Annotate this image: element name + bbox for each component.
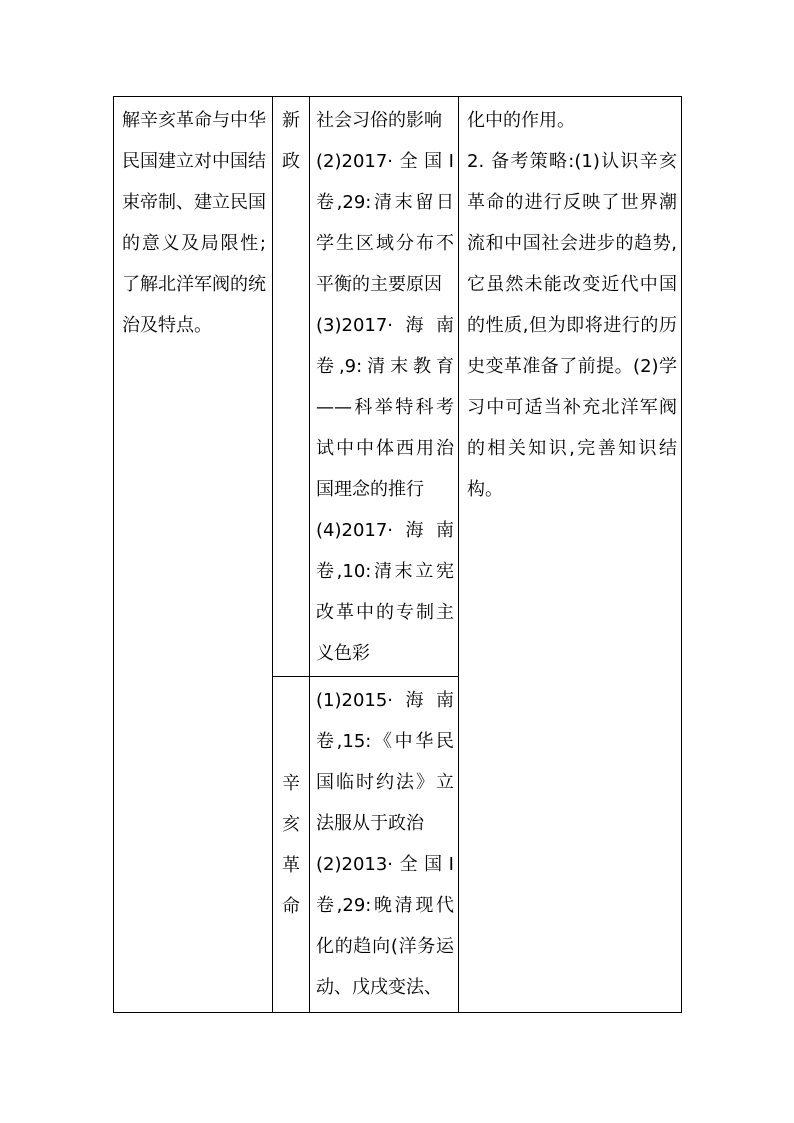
exam-list — [316, 100, 454, 674]
exam-item: 社会习俗的影响 — [316, 110, 442, 131]
exam-item: (2)2013·全国Ⅰ卷,29:晚清现代化的趋向(洋务运动、戊戌变法、 — [316, 854, 454, 998]
strategy-paragraph: 2. 备考策略:(1)认识辛亥革命的进行反映了世界潮流和中国社会进步的趋势,它虽然未能改变近代中国的性质,但为即将进行的历史变革准备了前提。(2)学习中可适当补充北洋军阀的相关知识,完善知识结构。 — [467, 151, 677, 500]
topic-char: 革 — [282, 854, 300, 876]
topic-label-new-policy — [273, 100, 309, 182]
exam-item: (3)2017·海南卷,9:清末教育——科举特科考试中中体西用治国理念的推行 — [316, 315, 454, 500]
topic-char: 新 — [282, 110, 300, 131]
topic-char: 政 — [282, 151, 300, 172]
exam-item: (2)2017·全国Ⅰ卷,29:清末留日学生区域分布不平衡的主要原因 — [316, 151, 454, 295]
exam-item: (1)2015·海南卷,15:《中华民国临时约法》立法服从于政治 — [316, 690, 454, 834]
strategy-text — [467, 100, 677, 510]
topic-cell-new-policy — [273, 97, 310, 677]
topic-char: 命 — [282, 895, 300, 917]
exam-cell-new-policy — [310, 97, 459, 677]
topic-cell-xinhai — [273, 677, 310, 1013]
table-row — [114, 97, 682, 677]
requirement-text: 解辛亥革命与中华民国建立对中国结束帝制、建立民国的意义及局限性;了解北洋军阀的统治及特点。 — [122, 110, 266, 336]
topic-char: 亥 — [282, 813, 300, 835]
topic-label-xinhai — [273, 763, 309, 927]
strategy-paragraph: 化中的作用。 — [467, 110, 575, 131]
exam-cell-xinhai — [310, 677, 459, 1013]
topic-char: 辛 — [282, 772, 300, 794]
exam-item: (4)2017·海南卷,10:清末立宪改革中的专制主义色彩 — [316, 520, 454, 664]
syllabus-table — [113, 96, 682, 1013]
requirement-cell — [114, 97, 273, 1013]
exam-list — [316, 680, 454, 1008]
strategy-cell — [459, 97, 682, 1013]
